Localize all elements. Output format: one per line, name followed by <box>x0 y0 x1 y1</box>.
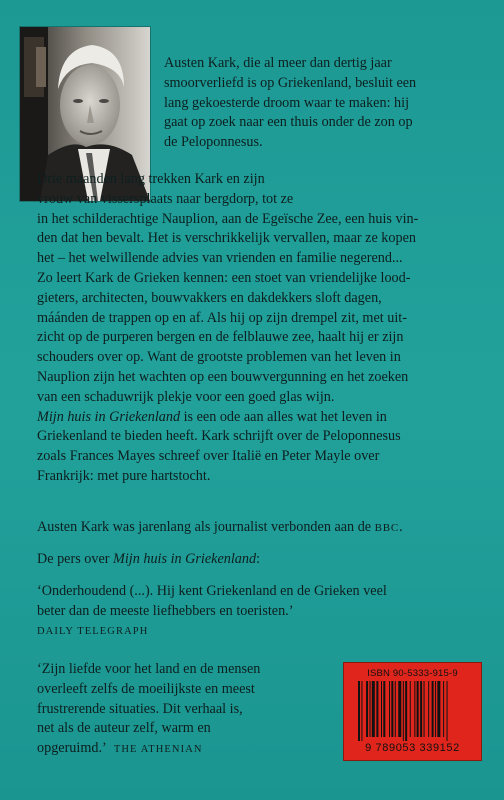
intro-line: Austen Kark, die al meer dan dertig jaar <box>164 55 392 71</box>
body-line: van een schaduwrijk plekje voor een goed glas wijn. <box>37 388 335 405</box>
barcode-bar <box>417 681 419 737</box>
body-line: máánden de trappen op en af. Als hij op zijn drempel zit, met uit- <box>37 309 407 326</box>
barcode-bar <box>361 681 362 741</box>
body-line: Frankrijk: met pure hartstocht. <box>37 467 211 484</box>
bbc-text: BBC <box>374 522 400 534</box>
body-line: het – het welwillende advies van vrienden en familie negerend... <box>37 250 403 267</box>
barcode-bars <box>358 681 467 741</box>
journalist-end: . <box>399 519 403 535</box>
main-paragraph <box>37 170 473 487</box>
barcode-bar <box>391 681 393 737</box>
press-heading <box>37 550 473 570</box>
barcode-bar <box>389 681 390 737</box>
barcode-bar <box>437 681 440 737</box>
body-line: gieters, architecten, bouwvakkers en dakdekkers sloft dagen, <box>37 289 382 306</box>
barcode-bar <box>383 681 385 737</box>
barcode-bar <box>447 681 448 741</box>
quote-line: overleeft zelfs de moeilijkste en meest <box>37 680 255 697</box>
barcode-bar <box>414 681 415 737</box>
barcode-bar <box>381 681 382 737</box>
barcode-bar <box>432 681 434 737</box>
press-quote-athenian <box>37 660 287 760</box>
barcode-bar <box>410 681 411 737</box>
body-line: Zo leert Kark de Grieken kennen: een stoet van vriendelijke lood- <box>37 269 411 286</box>
quote-line: ‘Onderhoudend (...). Hij kent Griekenland en de Grieken veel <box>37 583 387 599</box>
press-quote-telegraph <box>37 582 473 641</box>
quote-line: beter dan de meeste liefhebbers en toeristen.’ <box>37 602 294 619</box>
quote-last-line <box>37 739 287 760</box>
barcode-bar <box>443 681 444 737</box>
body-line: Griekenland te bieden heeft. Kark schrijft over de Peloponnesus <box>37 428 401 445</box>
quote-source: DAILY TELEGRAPH <box>37 625 149 637</box>
quote-source: THE ATHENIAN <box>113 744 203 756</box>
barcode-bar <box>358 681 360 741</box>
journalist-text: Austen Kark was jarenlang als journalist verbonden aan de <box>37 519 375 535</box>
journalist-paragraph <box>37 518 473 539</box>
intro-line: de Peloponnesus. <box>164 134 263 151</box>
quote-line: ‘Zijn liefde voor het land en de mensen <box>37 661 261 677</box>
barcode-bar <box>435 681 436 737</box>
body-line: zoals Frances Mayes schreef over Italië en Peter Mayle over <box>37 448 380 465</box>
barcode-bar <box>372 681 375 737</box>
body-line: den dat hen bevalt. Het is verschrikkelijk vervallen, maar ze kopen <box>37 230 416 247</box>
barcode-bar <box>376 681 378 737</box>
intro-line: lang gekoesterde droom waar te maken: hij <box>164 94 410 111</box>
barcode-bar <box>424 681 425 737</box>
body-line: vrouw van vissersplaats naar bergdorp, tot ze <box>37 190 294 207</box>
barcode-bar <box>395 681 396 737</box>
body-line: Drie maanden lang trekken Kark en zijn <box>37 171 265 187</box>
barcode-bar <box>405 681 407 741</box>
book-title: Mijn huis in Griekenland <box>37 408 181 425</box>
barcode-digits: 9 789053 339152 <box>365 742 460 754</box>
intro-paragraph <box>164 54 466 153</box>
press-text: De pers over <box>37 551 114 567</box>
body-line: schouders over op. Want de grootste problemen van het leven in <box>37 349 401 366</box>
barcode-area <box>350 668 475 755</box>
press-line <box>37 550 473 570</box>
body-line: in het schilderachtige Nauplion, aan de Egeïsche Zee, een huis vin- <box>37 210 419 227</box>
barcode-bar <box>403 681 404 741</box>
isbn-barcode-label <box>343 662 482 761</box>
body-line: Nauplion zijn het wachten op een bouwvergunning en het zoeken <box>37 368 409 385</box>
ode-text: is een ode aan alles wat het leven in <box>180 408 387 425</box>
intro-line: gaat op zoek naar een thuis onder de zon op <box>164 114 413 131</box>
body-line: zicht op de purperen bergen en de felblauwe zee, haalt hij er zijn <box>37 329 404 346</box>
ode-line <box>37 408 473 428</box>
quote-line: frustrerende situaties. Dit verhaal is, <box>37 700 243 717</box>
barcode-bar <box>398 681 401 737</box>
journalist-line <box>37 518 473 539</box>
quote-line: net als de auteur zelf, warm en <box>37 720 211 737</box>
book-title: Mijn huis in Griekenland <box>113 551 257 567</box>
barcode-bar <box>420 681 422 737</box>
barcode-bar <box>370 681 371 737</box>
quote-line: opgeruimd.’ <box>37 740 107 757</box>
barcode-bar <box>428 681 429 737</box>
intro-line: smoorverliefd is op Griekenland, besluit een <box>164 74 417 91</box>
isbn-number: ISBN 90-5333-915-9 <box>367 668 458 679</box>
barcode-bar <box>366 681 368 737</box>
press-colon: : <box>256 551 261 567</box>
